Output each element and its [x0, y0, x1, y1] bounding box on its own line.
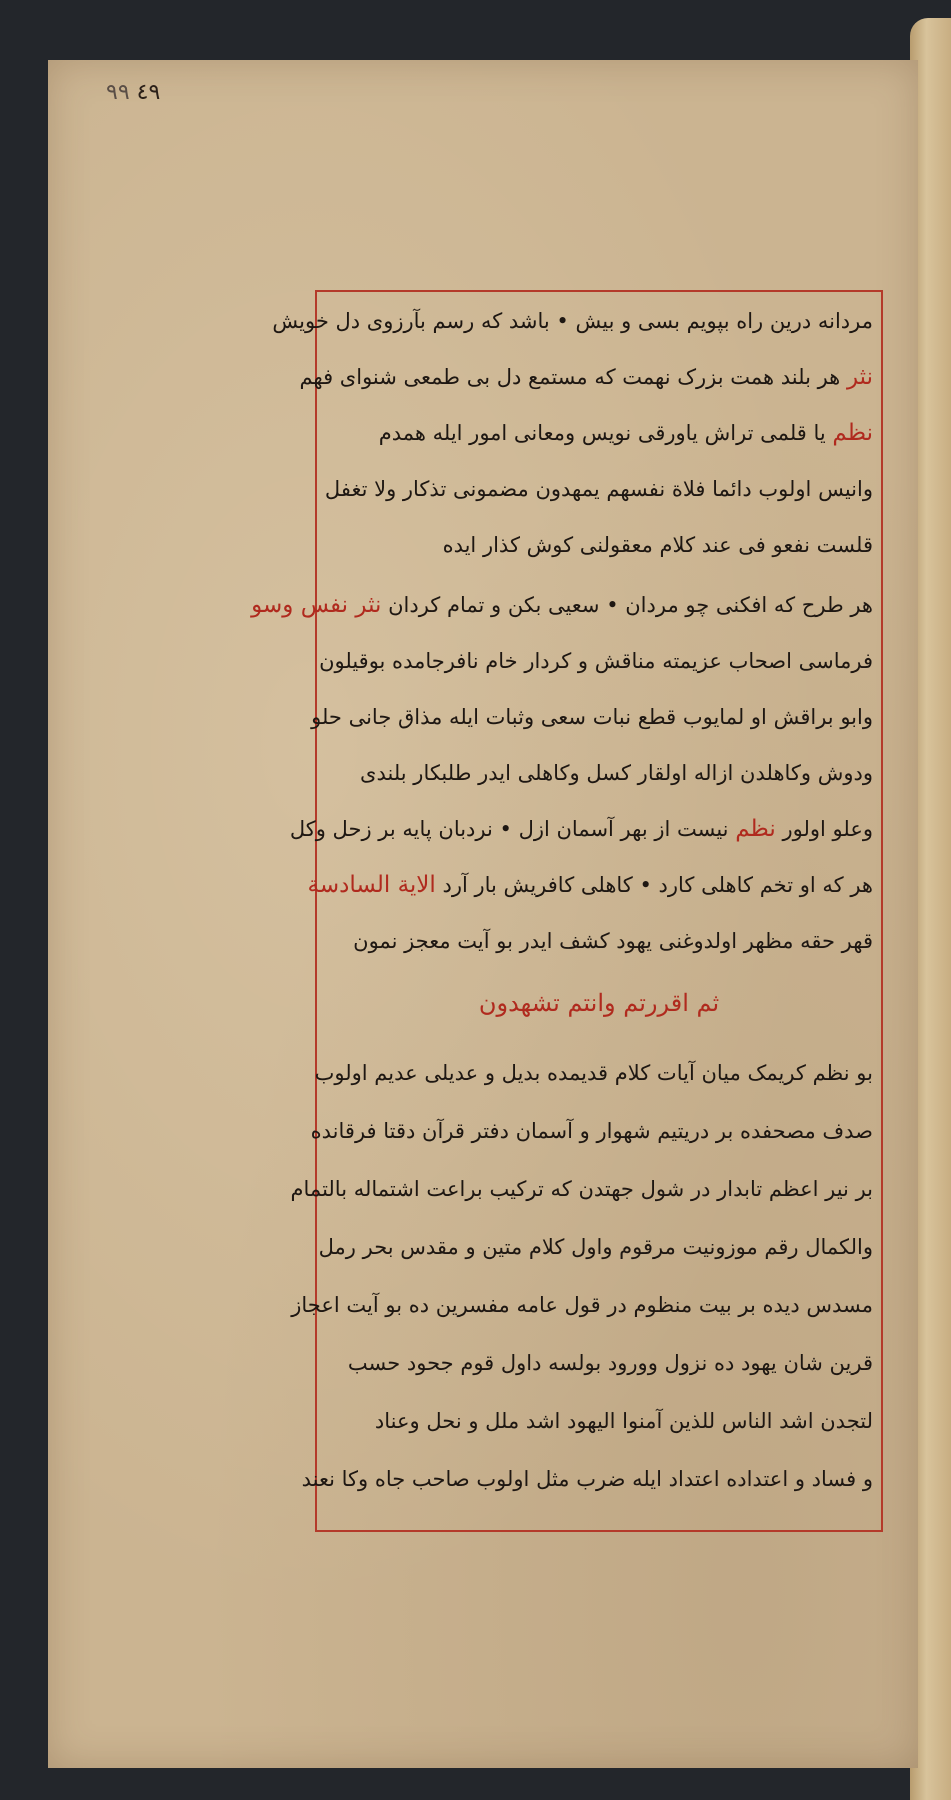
text-line-2: نثر هر بلند همت بزرک نهمت که مستمع دل بی طمعی شنوای فهم [299, 364, 873, 390]
text-line-17: والکمال رقم موزونیت مرقوم واول کلام متین و مقدس بحر رمل [318, 1235, 873, 1259]
text-line-15: صدف مصحفده بر دریتیم شهوار و آسمان دفتر قرآن دقتا فرقانده [310, 1119, 873, 1143]
rubric-verse-six: الاية السادسة [307, 872, 436, 898]
text-line-9: ودوش وکاهلدن ازاله اولقار کسل وکاهلی ایدر طلبکار بلندی [360, 761, 873, 785]
text-line-19: قرین شان یهود ده نزول وورود بولسه داول قوم جحود حسب [347, 1351, 873, 1375]
quranic-verse-heading: ثم اقررتم وانتم تشهدون [478, 989, 720, 1017]
text-line-3: نظم یا قلمی تراش یاورقی نویس ومعانی امور ایله همدم [378, 420, 873, 446]
text-line-8: وابو براقش او لمایوب قطع نبات سعی وثبات ایله مذاق جانی حلو [311, 705, 873, 729]
text-line-12: قهر حقه مظهر اولدوغنی یهود کشف ایدر بو آیت معجز نمون [353, 929, 873, 953]
rubric-nathr: نثر [846, 364, 873, 390]
text-line-1: مردانه درین راه بپویم بسی و بیش • باشد که رسم بآرزوی دل خویش [272, 309, 873, 333]
folio-ink-number: ٤٩ [136, 80, 161, 105]
text-line-6: هر طرح که افکنی چو مردان • سعیی بکن و تمام کردان نثر نفس وسو [251, 592, 873, 618]
text-line-5: قلست نفعو فی عند کلام معقولنی کوش کذار ایده [442, 533, 873, 557]
text-line-11: هر که او تخم کاهلی کارد • کاهلی کافریش بار آرد الاية السادسة [307, 872, 873, 898]
rubric-nazm: نظم [832, 420, 873, 446]
text-line-14: بو نظم کریمک میان آیات کلام قدیمده بدیل و عدیلی عدیم اولوب [314, 1061, 873, 1085]
text-line-20: لتجدن اشد الناس للذین آمنوا الیهود اشد ملل و نحل وعناد [374, 1409, 873, 1433]
text-line-16: بر نیر اعظم تابدار در شول جهتدن که ترکیب براعت اشتماله بالتمام [290, 1177, 873, 1201]
text-line-4: وانیس اولوب دائما فلاة نفسهم یمهدون مضمونی تذکار ولا تغفل [324, 477, 873, 501]
folio-number [98, 80, 160, 105]
rubric-nazm-2: نظم [735, 816, 776, 842]
text-line-7: فرماسی اصحاب عزیمته مناقش و کردار خام نافرجامده بوقیلون [319, 649, 873, 673]
text-block-frame [251, 290, 883, 1532]
text-line-10: وعلو اولور نظم نیست از بهر آسمان ازل • نردبان پایه بر زحل وکل [289, 816, 873, 842]
rubric-nathr-2: نثر نفس وسو [251, 592, 382, 618]
folio-pencil-number: ٩٩ [106, 80, 130, 105]
text-line-18: مسدس دیده بر بیت منظوم در قول عامه مفسرین ده بو آیت اعجاز [291, 1293, 873, 1317]
text-line-21: و فساد و اعتداده اعتداد ایله ضرب مثل اولوب صاحب جاه وکا نعند [301, 1467, 873, 1491]
